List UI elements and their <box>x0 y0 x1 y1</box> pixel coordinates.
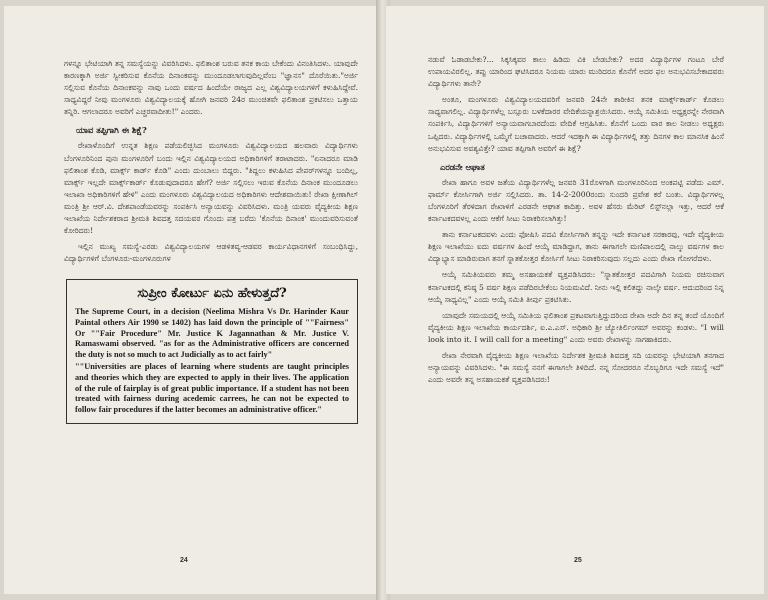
quote-paragraph: ""Universities are places of learning where students are taught principles and theories which they are expected to apply in their lives. The application of the rule of fairplay is of great public importance. If a student has not been treated with fairness during acedemic carrees, he can not be expected to follow fair procedures if the latter becomes an administrative officer." <box>75 362 349 414</box>
body-paragraph: ಇಲ್ಲಿನ ಮುಖ್ಯ ಸಮಸ್ಯೆ-ಎರಡು ವಿಶ್ವವಿದ್ಯಾಲಯಗಳ ಆಡಳಿತವ್ಯ-ಆಡವರ ಕಾರ್ಯವಿಧಾನಗಳಿಗೆ ಸಂಬಂಧಿಸಿದ್ದು, ವಿದ್ಯಾರ್ಥಿಗಳಿಗೆ ಬೆಂಗಳೂರು-ಮಂಗಳೂರುಗಳ <box>64 242 358 264</box>
body-paragraph: ರೇಖಾ ನೇರವಾಗಿ ವೈದ್ಯಕೀಯ ಶಿಕ್ಷಣ ಇಲಾಖೆಯ ನಿರ್ದೇಶಕ ಶ್ರೀಮತಿ ಶಿವದತ್ತ ಸದಿ ಯವರನ್ನು ಭೇಟಿಯಾಗಿ ತನಗಾದ ಅನ್ಯಾಯವನ್ನು ವಿವರಿಸಿದಳು. "ಈ ಸಮಸ್ಯೆ ನನಗೆ ಈಗಾಗಲೇ ತಿಳಿದಿದೆ. ನನ್ನ ಸೋದರರೂ ನೊಬ್ಬರಿಗೂ ಇದೇ ಸಮಸ್ಯೆ ಇದೆ" ಎಂದು ಅವರೇ ತನ್ನ ಅಸಹಾಯಕತೆ ವ್ಯಕ್ತಪಡಿಸಿದರು! <box>428 350 724 385</box>
page-number: 25 <box>574 557 582 564</box>
body-paragraph: ನಡುವೆ ಓಡಾಡಬೇಕು?... ಸಿಕ್ಕಸಿಕ್ಕವರ ಕಾಲು ಹಿಡಿದು ವಿಕಿ ಬೇಡಬೇಕು? ಅದರ ವಿದ್ಯಾರ್ಥಿಗಳ ಗಂಟೂ ಬೇರೆ ಉಪಾಯವಿರಲಿಲ್ಲ. ತಪ್ಪು ಯಾರಿಂದ ಘಟಿಸಿದರೂ ನಿಯಮ ಯಾರು ಮುರಿದರೂ ಕೊನೆಗೆ ಅದರ ಫಲ ಅನುಭವಿಸಬೇಕಾದವರು ವಿದ್ಯಾರ್ಥಿಗಳು ತಾನೇ? <box>428 55 724 89</box>
body-paragraph: ರೇಖಾ ಹಾಗೂ ಅವಳ ಜತೆಯ ವಿದ್ಯಾರ್ಥಿಗಳೆಲ್ಲ ಜನವರಿ 31ರೊಳಗಾಗಿ ಮಂಗಳೂರಿನಿಂದ ಅಂಕಪಟ್ಟಿ ಪಡೆದು ಎಮ್. ಫಾರ್ಮ್ ಕೋರ್ಸಿಗಾಗಿ ಅರ್ಜಿ ಸಲ್ಲಿಸಿದರು. ತಾ. 14-2-2000ರಂದು ಸುಂದರಿ ಪ್ರವೇಶ ಕರೆ ಬಂತು. ವಿದ್ಯಾರ್ಥಿಗಳಲ್ಲ ಬೆಂಗಳೂರಿಗೆ ತೆರಳಿದಾಗ ರೇಖಾಳಿಗೆ ಎರಡನೇ ಆಘಾತ ಕಾದಿತ್ತು. ಅವಳ ಹೆಸರು ಮೆರಿಟ್ ಲಿಸ್ಟ್‌ನಲ್ಲಾ ಇತ್ತು, ಆದರೆ ಆಕೆ ಕರ್ನಾಟಕದವಳಲ್ಲ ಎಂದು ಆಕೆಗೆ ಸೀಟು ನಿರಾಕರಿಸಲಾಗಿತ್ತು! <box>428 177 724 224</box>
body-paragraph: ಆಯ್ಕೆ ಸಮಿತಿಯವರು ತಮ್ಮ ಅಸಹಾಯಕತೆ ವ್ಯಕ್ತಪಡಿಸಿದರು: "ಸ್ನಾತಕೋತ್ತರ ಪದವಿಗಾಗಿ ನಿಯಮ ರಚಿಸುವಾಗ ಕರ್ನಾಟಕದಲ್ಲಿ ಕನಿಷ್ಠ 5 ವರ್ಷ ಶಿಕ್ಷಣ ಪಡೆದಿರಬೇಕೆಂಬ ನಿಯಮವಿದೆ. ನೀನು ಇಲ್ಲಿ ಕಲಿತದ್ದು ನಾಲ್ಕೇ ವರ್ಷ. ಆದುದರಿಂದ ನಿನ್ನ ಆಯ್ಕೆ ಸಾಧ್ಯವಿಲ್ಲ" ಎಂದು ಆಯ್ಕೆ ಸಮಿತಿ ತೀರ್ಪು ಪ್ರಕಟಿಸಿತು. <box>428 270 724 304</box>
supreme-court-quote-box <box>66 279 358 424</box>
quote-paragraph: The Supreme Court, in a decision (Neelima Mishra Vs Dr. Harinder Kaur Paintal others Air 1990 se 1402) has laid down the principle of ""Fairness" Or ""Fair Procedure" Mr. Justice K Jagannathan & Mr. Justice V. Ramaswami observed. "as for as the Administrative officers are concerned the duty is not so much to act Judicially as to act fairly" <box>75 307 349 359</box>
body-paragraph: ಗಳನ್ನೂ ಭೇಟಿಯಾಗಿ ತನ್ನ ಸಮಸ್ಯೆಯನ್ನು ವಿವರಿಸಿದಳು. ಫಲಿತಾಂಶ ಬರುವ ತನಕ ಕಾಯ ಬೇಕೆಂದು ವಿನಂತಿಸಿದಳು. ಯಾವುದೇ ಕಾರಣಕ್ಕಾಗಿ ಅರ್ಜಿ ಸ್ವೀಕರಿಸುವ ಕೊನೆಯ ದಿನಾಂಕವನ್ನು ಮುಂದೂಡಲಾಗುವುದಿಲ್ಲವೆಂಬ "ಜ್ಞಾನಸ" ದೊರೆಯಿತು."ಅರ್ಜಿ ಸಲ್ಲಿಸುವ ಕೊನೆಯ ದಿನಾಂಕವನ್ನು ನಾವು ಒಂದು ವರ್ಷದ ಹಿಂದೆಯೇ ರಾಜ್ಯದ ಎಲ್ಲ ವಿಶ್ವವಿದ್ಯಾಲಯಗಳಿಗೆ ಕಳುಹಿಸಿದ್ದೇವೆ. ಸಾಧ್ಯವಿದ್ದರೆ ನೀವು ಮಂಗಳೂರು ವಿಶ್ವವಿದ್ಯಾಲಯಕ್ಕೆ ಹೋಗಿ ಜನವರಿ 24ರ ಮುಂಚಿತವೇ ಫಲಿತಾಂಶ ಪ್ರಕಟಿಸಲು ಒತ್ತಾಯ ತನ್ನಿರಿ. ಆಗಲಾದರೂ ಅವರಿಗೆ ಎಚ್ಚರವಾದೀತು!" ಎಂದರು. <box>64 59 358 117</box>
right-page <box>386 6 764 594</box>
body-paragraph: ರೇಖಾಳೊಂದಿಗೆ ಉನ್ನತ ಶಿಕ್ಷಣ ಪಡೆಯಲಿಚ್ಛಿಸಿದ ಮಂಗಳೂರು ವಿಶ್ವವಿದ್ಯಾಲಯದ ಹಲವಾರು ವಿದ್ಯಾರ್ಥಿಗಳು ಬೆಂಗಳೂರಿನಿಂದ ಪುನಃ ಮಂಗಳೂರಿಗೆ ಬಂದು ಇಲ್ಲಿನ ವಿಶ್ವವಿದ್ಯಾಲಯದ ಅಧಿಕಾರಿಗಳಿಗೆ ತರಾಟಾದರು. "ಏನಾದರೂ ಮಾಡಿ ಫಲಿತಾಂಶ ಕೊಡಿ, ಮಾರ್ಕ್ಸ್ ಕಾರ್ಡ್ ಕೊಡಿ" ಎಂದು ದುಂಬಾಲು ಬಿದ್ದರು. "ತಿದ್ದಲು ಕಳುಹಿಸಿದ ಪೇಪರ್‌ಗಳನ್ನೂ ಬಂದಿಲ್ಲ, ಮಾರ್ಕ್ಸ್ ಇಲ್ಲದೇ ಮಾರ್ಕ್ಸ್‌ಕಾರ್ಡ್ ಕೊಡುವುದಾದರೂ ಹೇಗೆ? ಅರ್ಜಿ ಸಲ್ಲಿಸಲು ಇರುವ ಕೊನೆಯ ದಿನಾಂಕ ಮುಂದೂಡಲು ಇಲಾಖಾ ಅಧಿಕಾರಿಗಳಿಗೆ ಹೇಳಿ" ಎಂದು ಮಂಗಳೂರು ವಿಶ್ವವಿದ್ಯಾಲಯದ ಅಧಿಕಾರಿಗಳು ಆದೇಶವಾಯಿತು! ರೇಖಾ ಕ್ಷೀಣಾಗಿಲ್ ಮಂತ್ರಿ ಶ್ರೀ ಆರ್.ವಿ. ದೇಶಪಾಂಡೆಯವರನ್ನು ಸಂಪರ್ಕಿಸಿ ಅನ್ಯಾಯವನ್ನು ವಿವರಿಸಿದಳು. ಮಂತ್ರಿ ಯವರು ವೈದ್ಯಕೀಯ ಶಿಕ್ಷಣ ಇಲಾಖೆಯ ನಿರ್ದೇಶಕರಾದ ಶ್ರೀಮತಿ ಶಿವದತ್ತ ಸದಯವರ ಗೊಂದು ಪತ್ರ ಬರೆದು 'ಕೊನೆಯ ದಿನಾಂಕ' ಮುಂದುವರಿಸುವಂತೆ ಕೋರಿದರು! <box>64 141 358 236</box>
body-paragraph: ತಾನು ಕರ್ನಾಟಕದವಳು ಎಂದು ಫೋಷಿಸಿ ಪದವಿ ಕೋರ್ಸಿಗಾಗಿ ತನ್ನನ್ನು ಇದೇ ಕರ್ನಾಟಕ ಸರಕಾರವು, ಇದೇ ವೈದ್ಯಕೀಯ ಶಿಕ್ಷಣ ಇಲಾಖೆಯು ಐದು ವರ್ಷಗಳ ಹಿಂದೆ ಆಯ್ಕೆ ಮಾಡಿದ್ದಾಗ, ತಾನು ಈಗಾಗಲೇ ಮಣಿಪಾಲದಲ್ಲಿ ನಾಲ್ಕು ವರ್ಷಗಳ ಕಾಲ ವಿದ್ಯಾಭ್ಯಾಸ ಮಾಡಿರುವಾಗ ತನಗೆ ಸ್ನಾತಕೋತ್ತರ ಕೋರ್ಸಿಗೆ ಸೀಟು ನಿರಾಕರಿಸುವುದು ಸಲ್ಲದು ಎಂದು ರೇಖಾ ಗೋಗರೆದಳು. <box>428 230 724 264</box>
section-heading: ಎರಡನೇ ಆಘಾತ <box>440 161 485 172</box>
section-heading: ಯಾವ ತಪ್ಪಿಗಾಗಿ ಈ ಶಿಕ್ಷೆ? <box>76 125 147 136</box>
quote-box-title: ಸುಪ್ರೀಂ ಕೋರ್ಟು ಏನು ಹೇಳುತ್ತದೆ? <box>137 286 287 302</box>
page-number: 24 <box>180 557 188 564</box>
body-paragraph: ಯಾವುದೇ ಸಮಯದಲ್ಲಿ ಆಯ್ಕೆ ಸಮಿತಿಯ ಫಲಿತಾಂಶ ಪ್ರಕಟವಾಗುತ್ತಿದ್ದುದರಿಂದ ರೇಖಾ ಅದೇ ದಿನ ತನ್ನ ತಂದೆ ಯೊಂದಿಗೆ ವೈದ್ಯಕೀಯ ಶಿಕ್ಷಣ ಇಲಾಖೆಯ ಕಾರ್ಯದರ್ಶಿ, ಐ.ಎ.ಎಸ್. ಅಧಿಕಾರಿ ಶ್ರೀ ಜ್ಯೋತಿರ್ಲಿಂಗಮ್ ಅವರನ್ನು ಕಂಡಳು. "I will look into it. I will call for a meeting" ಎಂದು ಅವರು ರೇಖಾಳನ್ನು ಸಾಗಹಾಕಿದರು. <box>428 310 724 344</box>
body-paragraph: ಅಂತೂ, ಮಂಗಳೂರು ವಿಶ್ವವಿದ್ಯಾಲಯದವರಿಗೆ ಜನವರಿ 24ನೇ ತಾರೀಕಿನ ತನಕ ಮಾರ್ಕ್ಸ್‌ಕಾರ್ಡ್ ಕೊಡಲು ಸಾಧ್ಯವಾಗಲಿಲ್ಲ. ವಿದ್ಯಾರ್ಥಿಗಳೆಲ್ಲ ಬಸ್ಸೂರು ಬಳಕೆದಾರರ ವೇದಿಕೆಯನ್ನಾಶ್ರಯಿಸಿದರು. ಆಯ್ಕೆ ಸಮಿತಿಯ ಅಧ್ಯಕ್ಷರನ್ನೇ ನೇರವಾಗಿ ಸಂಪರ್ಕಿಸಿ, ವಿದ್ಯಾರ್ಥಿಗಳಿಗೆ ಅನ್ಯಾಯವಾಗಬಾರದೆಂದು ವೇದಿಕೆ ಆಗ್ರಹಿಸಿತು. ಕೊನೆಗೆ ಒಂದು ವಾರ ಕಾಲ ನೀಡಲು ಅಧ್ಯಕ್ಷರು ಒಪ್ಪಿದರು. ವಿದ್ಯಾರ್ಥಿಗಳಲ್ಲಿ ಒಮ್ಮೆಗೆ ಬಚಾವಾದರು. ಆದರೆ ಇದಕ್ಕಾಗಿ ಈ ವಿದ್ಯಾರ್ಥಿಗಳಲ್ಲಿ ತತ್ತು ದಿನಗಳ ಕಾಲ ಮಾನಸಿಕ ಹಿಂಸೆ ಅನುಭವಿಸುವ ಅವಶ್ಯವಿತ್ತೇ? ಯಾವ ತಪ್ಪಿಗಾಗಿ ಅವರಿಗೆ ಈ ಶಿಕ್ಷೆ? <box>428 95 724 153</box>
left-page <box>4 6 380 594</box>
